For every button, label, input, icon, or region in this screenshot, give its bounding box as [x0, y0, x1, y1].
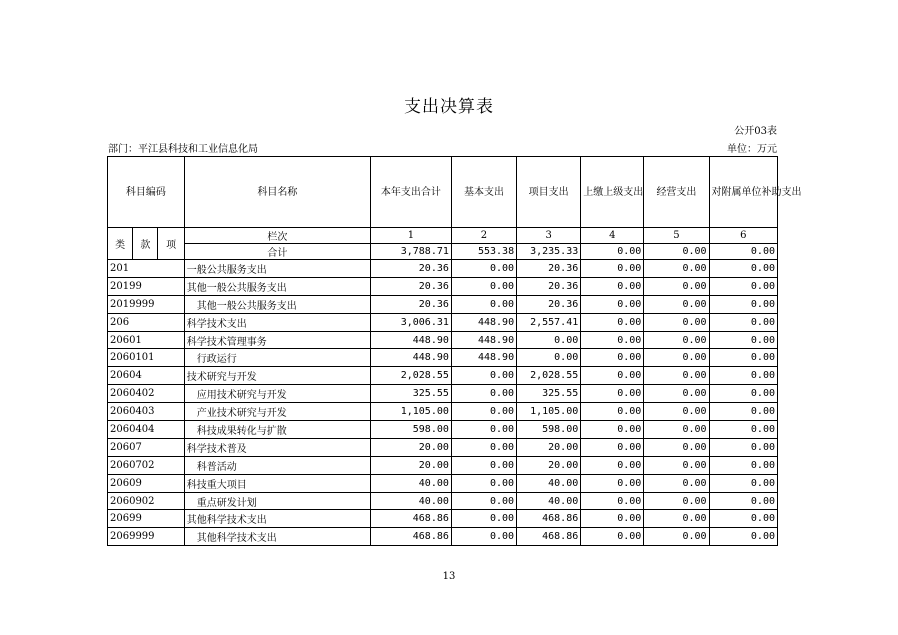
row-name: 科普活动	[184, 456, 370, 474]
row-value: 40.00	[517, 492, 581, 510]
row-value: 0.00	[517, 331, 581, 349]
row-value: 40.00	[370, 492, 451, 510]
row-value: 0.00	[709, 438, 777, 456]
row-code: 2060403	[108, 403, 185, 421]
row-code: 2069999	[108, 528, 185, 546]
row-code: 2060902	[108, 492, 185, 510]
row-value: 0.00	[709, 403, 777, 421]
row-value: 0.00	[709, 510, 777, 528]
row-value: 3,006.31	[370, 313, 451, 331]
row-value: 0.00	[451, 510, 516, 528]
row-value: 448.90	[370, 349, 451, 367]
row-value: 1,105.00	[517, 403, 581, 421]
row-value: 20.00	[517, 456, 581, 474]
row-value: 0.00	[451, 367, 516, 385]
row-name: 科技成果转化与扩散	[184, 421, 370, 439]
row-value: 0.00	[581, 528, 644, 546]
table-row	[108, 528, 778, 546]
row-value: 0.00	[709, 260, 777, 278]
row-value: 0.00	[644, 260, 709, 278]
row-value: 448.90	[370, 331, 451, 349]
total-value: 0.00	[709, 244, 777, 260]
row-value: 20.36	[370, 295, 451, 313]
header-xiang: 项	[158, 228, 184, 260]
row-value: 0.00	[644, 403, 709, 421]
row-value: 0.00	[644, 367, 709, 385]
row-name: 重点研发计划	[184, 492, 370, 510]
row-value: 0.00	[451, 474, 516, 492]
column-number-2: 2	[451, 228, 516, 244]
row-value: 0.00	[644, 277, 709, 295]
row-value: 0.00	[451, 456, 516, 474]
table-row	[108, 421, 778, 439]
header-lei: 类	[108, 228, 133, 260]
row-value: 0.00	[517, 349, 581, 367]
row-value: 20.36	[370, 277, 451, 295]
row-value: 40.00	[370, 474, 451, 492]
row-value: 20.36	[517, 295, 581, 313]
header-col5: 经营支出	[644, 157, 709, 228]
total-value: 3,788.71	[370, 244, 451, 260]
row-name: 科技重大项目	[184, 474, 370, 492]
row-name: 其他科学技术支出	[184, 528, 370, 546]
row-value: 0.00	[709, 528, 777, 546]
header-col3: 项目支出	[517, 157, 581, 228]
row-value: 2,028.55	[517, 367, 581, 385]
row-value: 0.00	[709, 492, 777, 510]
row-value: 0.00	[581, 492, 644, 510]
row-value: 0.00	[581, 421, 644, 439]
header-lanci: 栏次	[184, 228, 370, 244]
row-name: 科学技术管理事务	[184, 331, 370, 349]
row-name: 其他一般公共服务支出	[184, 295, 370, 313]
row-name: 其他一般公共服务支出	[184, 277, 370, 295]
row-value: 20.00	[517, 438, 581, 456]
column-number-5: 5	[644, 228, 709, 244]
row-value: 0.00	[709, 421, 777, 439]
table-row	[108, 510, 778, 528]
table-row	[108, 260, 778, 278]
row-value: 0.00	[644, 313, 709, 331]
row-value: 468.86	[370, 528, 451, 546]
row-value: 0.00	[644, 331, 709, 349]
row-value: 0.00	[709, 349, 777, 367]
row-value: 0.00	[644, 349, 709, 367]
row-value: 0.00	[451, 438, 516, 456]
row-code: 20199	[108, 277, 185, 295]
total-value: 3,235.33	[517, 244, 581, 260]
row-value: 0.00	[709, 331, 777, 349]
row-name: 行政运行	[184, 349, 370, 367]
row-value: 468.86	[517, 510, 581, 528]
row-value: 448.90	[451, 313, 516, 331]
row-value: 0.00	[451, 403, 516, 421]
row-code: 206	[108, 313, 185, 331]
column-number-3: 3	[517, 228, 581, 244]
row-value: 0.00	[644, 421, 709, 439]
table-row	[108, 349, 778, 367]
row-value: 0.00	[644, 510, 709, 528]
row-value: 0.00	[709, 367, 777, 385]
table-row	[108, 385, 778, 403]
row-value: 20.36	[517, 260, 581, 278]
row-value: 0.00	[644, 295, 709, 313]
column-number-4: 4	[581, 228, 644, 244]
column-number-1: 1	[370, 228, 451, 244]
row-value: 0.00	[581, 367, 644, 385]
row-value: 0.00	[644, 474, 709, 492]
row-value: 0.00	[581, 456, 644, 474]
table-body	[108, 260, 778, 546]
row-code: 20601	[108, 331, 185, 349]
row-value: 598.00	[370, 421, 451, 439]
form-number: 公开03表	[734, 126, 777, 137]
header-name: 科目名称	[184, 157, 370, 228]
row-value: 0.00	[581, 331, 644, 349]
header-col2: 基本支出	[451, 157, 516, 228]
row-value: 0.00	[709, 295, 777, 313]
row-value: 2,028.55	[370, 367, 451, 385]
row-code: 20604	[108, 367, 185, 385]
row-value: 20.00	[370, 438, 451, 456]
row-value: 448.90	[451, 349, 516, 367]
row-value: 2,557.41	[517, 313, 581, 331]
row-name: 技术研究与开发	[184, 367, 370, 385]
row-value: 0.00	[581, 313, 644, 331]
row-value: 0.00	[451, 492, 516, 510]
total-row	[108, 244, 778, 260]
row-value: 0.00	[644, 456, 709, 474]
row-value: 325.55	[370, 385, 451, 403]
row-value: 325.55	[517, 385, 581, 403]
row-name: 科学技术支出	[184, 313, 370, 331]
row-name: 其他科学技术支出	[184, 510, 370, 528]
row-value: 0.00	[581, 385, 644, 403]
total-value: 0.00	[644, 244, 709, 260]
row-value: 0.00	[644, 438, 709, 456]
row-value: 0.00	[581, 438, 644, 456]
row-value: 0.00	[451, 385, 516, 403]
row-code: 20609	[108, 474, 185, 492]
row-value: 0.00	[581, 295, 644, 313]
total-label: 合计	[184, 244, 370, 260]
row-name: 一般公共服务支出	[184, 260, 370, 278]
row-code: 20699	[108, 510, 185, 528]
row-value: 0.00	[581, 260, 644, 278]
total-value: 553.38	[451, 244, 516, 260]
unit-label: 单位：万元	[727, 144, 777, 155]
table-row	[108, 277, 778, 295]
column-number-6: 6	[709, 228, 777, 244]
row-value: 0.00	[581, 349, 644, 367]
table-row	[108, 456, 778, 474]
row-value: 1,105.00	[370, 403, 451, 421]
row-code: 2060702	[108, 456, 185, 474]
table-row	[108, 403, 778, 421]
total-value: 0.00	[581, 244, 644, 260]
table-row	[108, 295, 778, 313]
row-value: 0.00	[581, 403, 644, 421]
table-row	[108, 492, 778, 510]
header-code-group: 科目编码	[108, 157, 185, 228]
row-code: 2019999	[108, 295, 185, 313]
table-row	[108, 367, 778, 385]
header-row	[108, 157, 778, 228]
row-value: 0.00	[709, 313, 777, 331]
row-value: 0.00	[644, 528, 709, 546]
row-code: 20607	[108, 438, 185, 456]
header-kuan: 款	[133, 228, 158, 260]
row-value: 448.90	[451, 331, 516, 349]
row-value: 468.86	[370, 510, 451, 528]
row-code: 2060402	[108, 385, 185, 403]
table-row	[108, 474, 778, 492]
column-number-row	[108, 228, 778, 244]
row-value: 20.00	[370, 456, 451, 474]
row-value: 0.00	[451, 260, 516, 278]
row-code: 2060101	[108, 349, 185, 367]
row-value: 0.00	[581, 277, 644, 295]
page-title: 支出决算表	[404, 97, 494, 117]
page-number: 13	[442, 571, 456, 582]
row-value: 0.00	[709, 277, 777, 295]
row-value: 0.00	[451, 528, 516, 546]
row-value: 0.00	[581, 474, 644, 492]
header-col6: 对附属单位补助支出	[709, 157, 777, 228]
row-value: 0.00	[644, 385, 709, 403]
row-value: 20.36	[517, 277, 581, 295]
table-row	[108, 313, 778, 331]
table-row	[108, 331, 778, 349]
row-value: 468.86	[517, 528, 581, 546]
row-value: 0.00	[451, 277, 516, 295]
department-label: 部门：平江县科技和工业信息化局	[108, 144, 258, 155]
header-col1: 本年支出合计	[370, 157, 451, 228]
row-value: 0.00	[709, 474, 777, 492]
row-value: 0.00	[644, 492, 709, 510]
row-value: 0.00	[581, 510, 644, 528]
row-value: 20.36	[370, 260, 451, 278]
table-row	[108, 438, 778, 456]
row-code: 2060404	[108, 421, 185, 439]
row-value: 0.00	[709, 456, 777, 474]
header-col4: 上缴上级支出	[581, 157, 644, 228]
row-value: 0.00	[451, 295, 516, 313]
row-value: 40.00	[517, 474, 581, 492]
row-name: 产业技术研究与开发	[184, 403, 370, 421]
row-name: 科学技术普及	[184, 438, 370, 456]
row-name: 应用技术研究与开发	[184, 385, 370, 403]
row-value: 598.00	[517, 421, 581, 439]
expenditure-table	[107, 156, 802, 546]
row-code: 201	[108, 260, 185, 278]
row-value: 0.00	[451, 421, 516, 439]
row-value: 0.00	[709, 385, 777, 403]
